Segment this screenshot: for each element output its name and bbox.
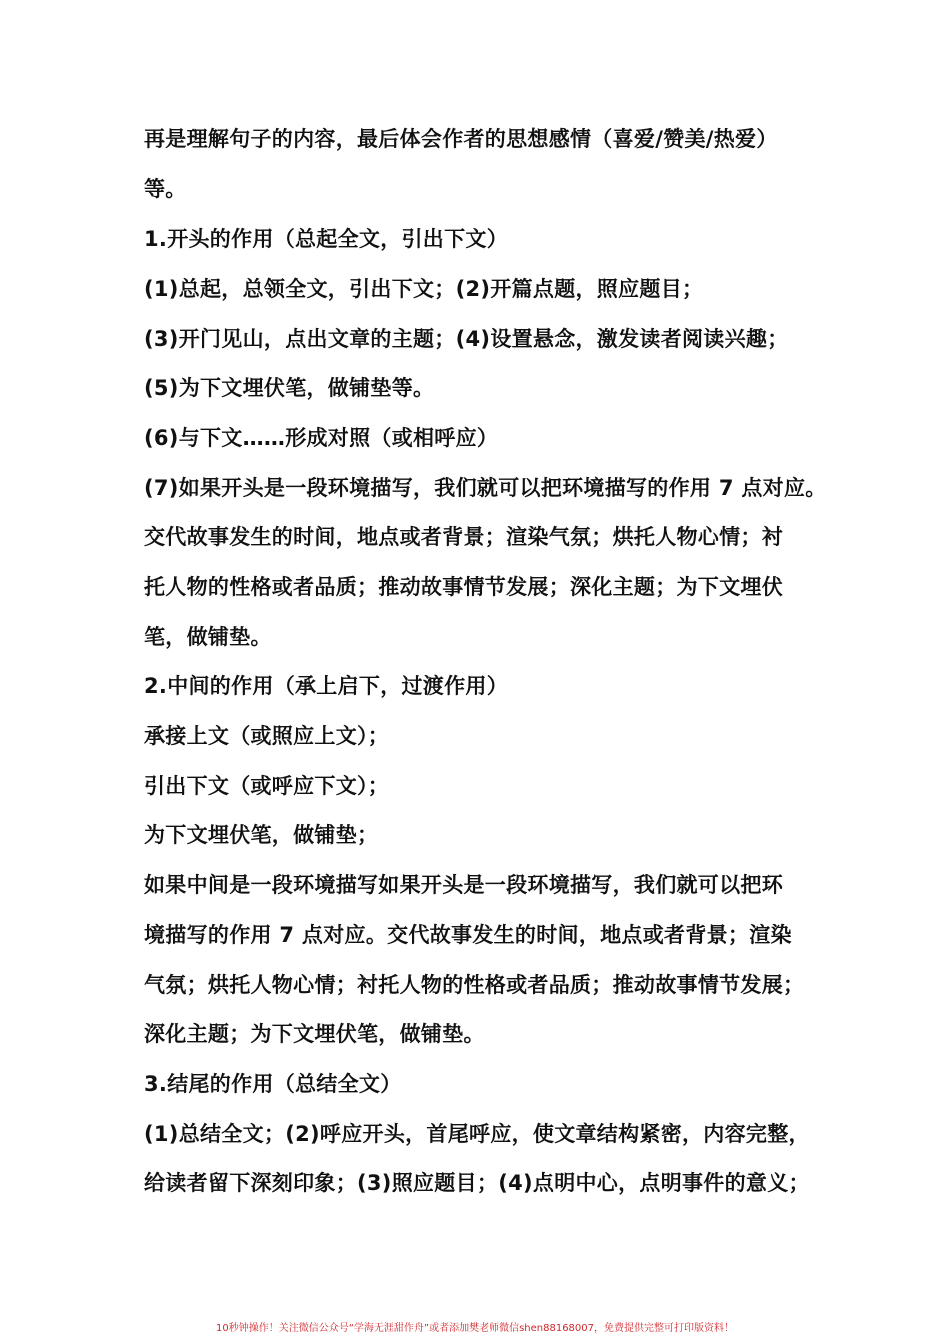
text-line: 托人物的性格或者品质；推动故事情节发展；深化主题；为下文埋伏 <box>144 575 783 599</box>
text-line: 再是理解句子的内容，最后体会作者的思想感情（喜爱/赞美/热爱） <box>144 127 778 151</box>
text-line: (3)开门见山，点出文章的主题；(4)设置悬念，激发读者阅读兴趣； <box>144 327 789 351</box>
text-line: 如果中间是一段环境描写如果开头是一段环境描写，我们就可以把环 <box>144 873 783 897</box>
section-heading-ending: 3.结尾的作用（总结全文） <box>144 1072 402 1096</box>
text-line: (5)为下文埋伏笔，做铺垫等。 <box>144 376 435 400</box>
section-heading-middle: 2.中间的作用（承上启下，过渡作用） <box>144 674 508 698</box>
text-line: 为下文埋伏笔，做铺垫； <box>144 823 379 847</box>
text-line: 给读者留下深刻印象；(3)照应题目；(4)点明中心，点明事件的意义； <box>144 1171 810 1195</box>
text-line: (1)总起，总领全文，引出下文；(2)开篇点题，照应题目； <box>144 277 704 301</box>
text-line: 引出下文（或呼应下文）； <box>144 774 390 798</box>
text-line: 等。 <box>144 177 187 201</box>
text-line: 气氛；烘托人物心情；衬托人物的性格或者品质；推动故事情节发展； <box>144 973 805 997</box>
footer-notice: 10秒钟操作！关注微信公众号“学海无涯甜作舟”或者添加樊老师微信shen88168007，免费提供完整可打印版资料！ <box>215 1323 735 1334</box>
text-line: (6)与下文……形成对照（或相呼应） <box>144 426 499 450</box>
text-line: 深化主题；为下文埋伏笔，做铺垫。 <box>144 1022 485 1046</box>
section-heading-opening: 1.开头的作用（总起全文，引出下文） <box>144 227 508 251</box>
text-line: (1)总结全文；(2)呼应开头，首尾呼应，使文章结构紧密，内容完整， <box>144 1122 810 1146</box>
text-line: 交代故事发生的时间，地点或者背景；渲染气氛；烘托人物心情；衬 <box>144 525 783 549</box>
text-line: (7)如果开头是一段环境描写，我们就可以把环境描写的作用 7 点对应。 <box>144 476 827 500</box>
text-line: 承接上文（或照应上文）； <box>144 724 390 748</box>
text-line: 笔，做铺垫。 <box>144 625 272 649</box>
text-line: 境描写的作用 7 点对应。交代故事发生的时间，地点或者背景；渲染 <box>144 923 792 947</box>
